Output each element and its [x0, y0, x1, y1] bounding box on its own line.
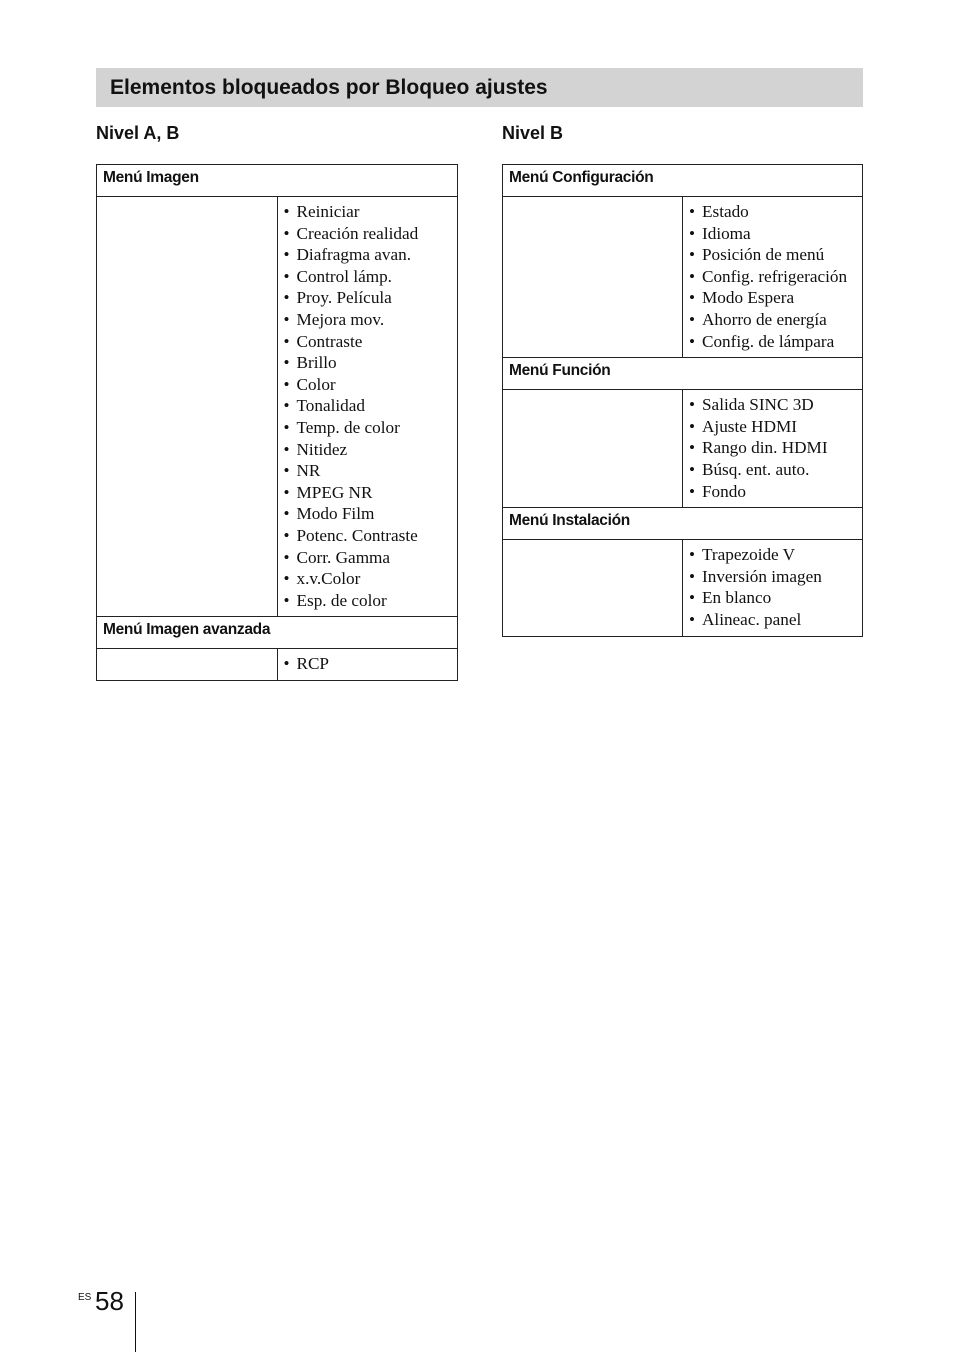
menu-item — [689, 331, 856, 353]
menu-header-row — [503, 358, 863, 390]
menu-item-label: Contraste — [296, 331, 363, 351]
menu-item — [689, 481, 856, 503]
bullet-icon: • — [283, 417, 290, 437]
menu-item-label: Modo Espera — [702, 288, 795, 308]
menu-items-row — [97, 649, 458, 681]
menu-item — [284, 482, 452, 504]
blank-cell — [503, 197, 683, 358]
column-heading-nivel-a-b: Nivel A, B — [96, 123, 180, 143]
menu-item — [284, 525, 452, 547]
bullet-icon: • — [689, 566, 696, 586]
bullet-icon: • — [283, 202, 290, 221]
blank-cell — [97, 649, 278, 681]
bullet-icon: • — [689, 331, 696, 351]
menu-items-row — [97, 197, 458, 617]
menu-item-label: Fondo — [702, 481, 746, 501]
menu-items-row — [503, 540, 863, 636]
menu-items-cell — [277, 197, 458, 617]
bullet-icon: • — [689, 459, 696, 479]
menu-header-row — [97, 165, 458, 197]
menu-item — [284, 287, 452, 309]
menu-items-list — [284, 653, 452, 675]
menu-items-row — [503, 197, 863, 358]
menu-item — [689, 287, 856, 309]
bullet-icon: • — [283, 461, 290, 481]
menu-name: Menú Imagen — [97, 165, 458, 197]
bullet-icon: • — [283, 504, 290, 524]
page-number-value: 58 — [95, 1286, 124, 1316]
menu-item — [689, 544, 856, 566]
section-title — [96, 68, 863, 107]
menu-item-label: Esp. de color — [296, 590, 387, 610]
menu-name: Menú Imagen avanzada — [97, 617, 458, 649]
menu-item-label: Mejora mov. — [296, 309, 385, 329]
menu-item-label: Inversión imagen — [702, 566, 822, 586]
menu-item — [284, 417, 452, 439]
bullet-icon: • — [689, 266, 696, 286]
menu-item — [689, 394, 856, 416]
menu-item-label: Rango din. HDMI — [702, 438, 828, 458]
bullet-icon: • — [689, 309, 696, 329]
menu-name: Menú Configuración — [503, 165, 863, 197]
menu-item — [689, 244, 856, 266]
menu-item-label: Temp. de color — [296, 417, 400, 437]
menu-name: Menú Función — [503, 358, 863, 390]
menu-item-label: En blanco — [702, 588, 772, 608]
menu-item — [689, 309, 856, 331]
menu-item-label: Búsq. ent. auto. — [702, 459, 810, 479]
blank-cell — [503, 540, 683, 636]
bullet-icon: • — [283, 374, 290, 394]
menu-item — [284, 201, 452, 223]
menu-item-label: MPEG NR — [296, 482, 373, 502]
menu-item-label: Trapezoide V — [702, 545, 796, 565]
blank-cell — [503, 390, 683, 508]
menu-item-label: Nitidez — [296, 439, 348, 459]
menu-items-cell — [277, 649, 458, 681]
bullet-icon: • — [283, 223, 290, 243]
bullet-icon: • — [689, 416, 696, 436]
menu-items-cell — [683, 390, 863, 508]
menu-items-list — [284, 201, 452, 611]
bullet-icon: • — [689, 545, 696, 565]
menu-item — [284, 352, 452, 374]
bullet-icon: • — [689, 288, 696, 308]
menu-item — [689, 223, 856, 245]
menu-item-label: Idioma — [702, 223, 751, 243]
menu-item-label: NR — [296, 461, 321, 481]
bullet-icon: • — [689, 588, 696, 608]
menu-header-row — [503, 165, 863, 197]
menu-item — [689, 587, 856, 609]
menu-items-cell — [683, 197, 863, 358]
menu-item-label: RCP — [296, 654, 329, 674]
column-heading-nivel-b: Nivel B — [502, 123, 564, 143]
menu-item — [689, 437, 856, 459]
bullet-icon: • — [283, 569, 290, 589]
menu-item-label: Alineac. panel — [702, 609, 802, 629]
bullet-icon: • — [689, 245, 696, 265]
menu-item-label: Config. refrigeración — [702, 266, 848, 286]
menu-item-label: Tonalidad — [296, 396, 365, 416]
bullet-icon: • — [283, 547, 290, 567]
page-number-rule — [135, 1292, 136, 1352]
menu-item — [284, 395, 452, 417]
menu-item-label: Estado — [702, 202, 749, 221]
menu-item — [689, 459, 856, 481]
menu-items-list — [689, 394, 856, 502]
bullet-icon: • — [283, 654, 290, 674]
menu-item-label: Diafragma avan. — [296, 245, 412, 265]
menu-items-row — [503, 390, 863, 508]
menu-item — [689, 416, 856, 438]
menu-item — [284, 309, 452, 331]
bullet-icon: • — [689, 438, 696, 458]
menu-item — [284, 568, 452, 590]
menu-item — [284, 503, 452, 525]
bullet-icon: • — [283, 590, 290, 610]
menu-item-label: Potenc. Contraste — [296, 525, 418, 545]
menu-items-list — [689, 544, 856, 630]
menu-item — [689, 201, 856, 223]
blank-cell — [97, 197, 278, 617]
locked-items-table-a — [96, 164, 458, 681]
menu-item-label: Salida SINC 3D — [702, 395, 814, 415]
menu-item — [284, 266, 452, 288]
menu-item-label: Control lámp. — [296, 266, 392, 286]
bullet-icon: • — [689, 202, 696, 221]
menu-item-label: Color — [296, 374, 336, 394]
menu-item-label: Modo Film — [296, 504, 375, 524]
menu-item-label: x.v.Color — [296, 569, 361, 589]
page-language-code: ES — [78, 1292, 92, 1303]
bullet-icon: • — [283, 353, 290, 373]
bullet-icon: • — [283, 396, 290, 416]
menu-item-label: Proy. Película — [296, 288, 392, 308]
menu-item — [284, 547, 452, 569]
menu-name: Menú Instalación — [503, 508, 863, 540]
bullet-icon: • — [283, 245, 290, 265]
menu-header-row — [503, 508, 863, 540]
menu-item — [284, 653, 452, 675]
menu-item-label: Reiniciar — [296, 202, 360, 221]
bullet-icon: • — [283, 482, 290, 502]
menu-item-label: Brillo — [296, 353, 337, 373]
section-title-text: Elementos bloqueados por Bloqueo ajustes — [110, 75, 548, 99]
menu-item-label: Corr. Gamma — [296, 547, 391, 567]
bullet-icon: • — [689, 609, 696, 629]
bullet-icon: • — [283, 525, 290, 545]
menu-item — [689, 609, 856, 631]
menu-item — [284, 590, 452, 612]
menu-item-label: Creación realidad — [296, 223, 419, 243]
menu-items-list — [689, 201, 856, 352]
menu-item-label: Ahorro de energía — [702, 309, 827, 329]
menu-item — [689, 566, 856, 588]
bullet-icon: • — [283, 309, 290, 329]
menu-item — [284, 374, 452, 396]
bullet-icon: • — [689, 481, 696, 501]
menu-item — [284, 439, 452, 461]
bullet-icon: • — [283, 331, 290, 351]
bullet-icon: • — [689, 223, 696, 243]
bullet-icon: • — [689, 395, 696, 415]
bullet-icon: • — [283, 439, 290, 459]
menu-item-label: Config. de lámpara — [702, 331, 835, 351]
menu-item — [284, 331, 452, 353]
locked-items-table-b — [502, 164, 863, 637]
menu-header-row — [97, 617, 458, 649]
menu-item-label: Posición de menú — [702, 245, 825, 265]
menu-item — [284, 244, 452, 266]
menu-item — [284, 223, 452, 245]
menu-item-label: Ajuste HDMI — [702, 416, 798, 436]
menu-item — [689, 266, 856, 288]
bullet-icon: • — [283, 266, 290, 286]
bullet-icon: • — [283, 288, 290, 308]
menu-items-cell — [683, 540, 863, 636]
menu-item — [284, 460, 452, 482]
